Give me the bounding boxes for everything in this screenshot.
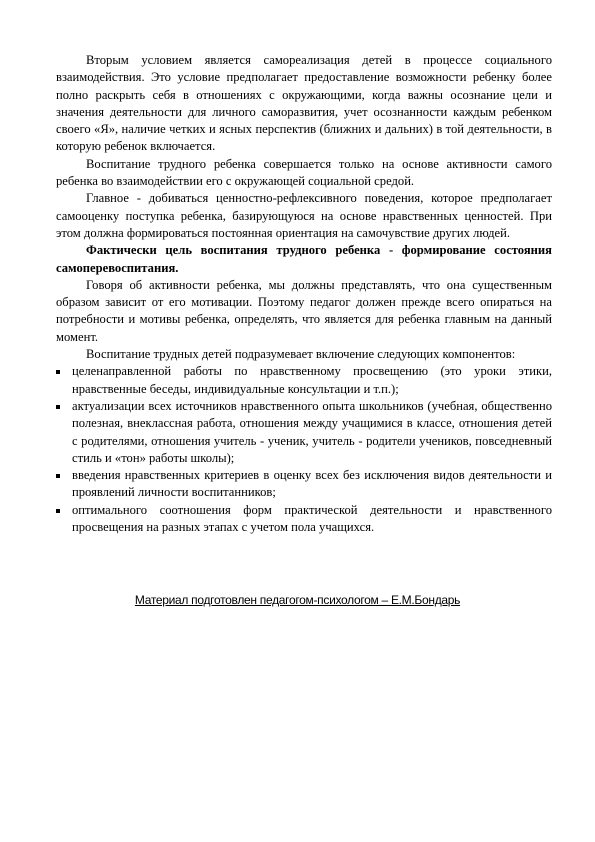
list-item-text: актуализации всех источников нравственного опыта школьников (учебная, общественно полезная, внеклассная работа, отношения между учащимися в классе, отношения детей с родителями, отношения учитель - ученик, учитель - родители учеников, повседневный стиль и «тон» работы школы); (72, 398, 552, 465)
document-body (56, 52, 552, 536)
square-bullet-icon (56, 370, 60, 374)
list-item-text: оптимального соотношения форм практической деятельности и нравственного просвещения на разных этапах с учетом пола учащихся. (72, 502, 552, 535)
list-item-text: введения нравственных критериев в оценку всех без исключения видов деятельности и проявлений личности воспитанников; (72, 468, 552, 500)
list-item (56, 467, 552, 502)
paragraph-2: Воспитание трудного ребенка совершается только на основе активности самого ребенка во взаимодействии его с окружающей социальной средой. (56, 156, 552, 189)
square-bullet-icon (56, 474, 60, 478)
list-item (56, 398, 552, 467)
list-item (56, 502, 552, 537)
paragraph-3: Главное - добиваться ценностно-рефлексивного поведения, которое предполагает самооценку поступка ребенка, базирующуюся на основе нравственных ценностей. При этом должна формироваться постоянная ориентация на самочувствие других людей. (56, 191, 552, 240)
paragraph-5: Воспитание трудных детей подразумевает включение следующих компонентов: (86, 347, 516, 362)
square-bullet-icon (56, 405, 60, 409)
author-credit: Материал подготовлен педагогом-психологом – Е.М.Бондарь (134, 593, 461, 607)
list-item-text: целенаправленной работы по нравственному просвещению (это уроки этики, нравственные беседы, индивидуальные консультации и т.п.); (72, 364, 552, 396)
components-list (56, 363, 552, 536)
paragraph-goal-bold: Фактически цель воспитания трудного ребенка - формирование состояния самоперевоспитания. (56, 243, 552, 275)
paragraph-4: Говоря об активности ребенка, мы должны представлять, что она существенным образом зависит от его мотивации. Поэтому педагог должен прежде всего опираться на потребности и мотивы ребенка, определять, что является для ребенка главным на данный момент. (56, 277, 552, 344)
square-bullet-icon (56, 509, 60, 513)
paragraph-1: Вторым условием является самореализация детей в процессе социального взаимодействия. Это условие предполагает предоставление возможности ребенку более полно раскрыть себя в отношениях с окружающими, когда важны осознание цели и значения деятельности для личного саморазвития, учет осознанности каждым ребенком своего «Я», наличие четких и ясных перспектив (ближних и дальних) в той деятельности, в которую ребенок включается. (56, 53, 552, 154)
list-item (56, 363, 552, 398)
